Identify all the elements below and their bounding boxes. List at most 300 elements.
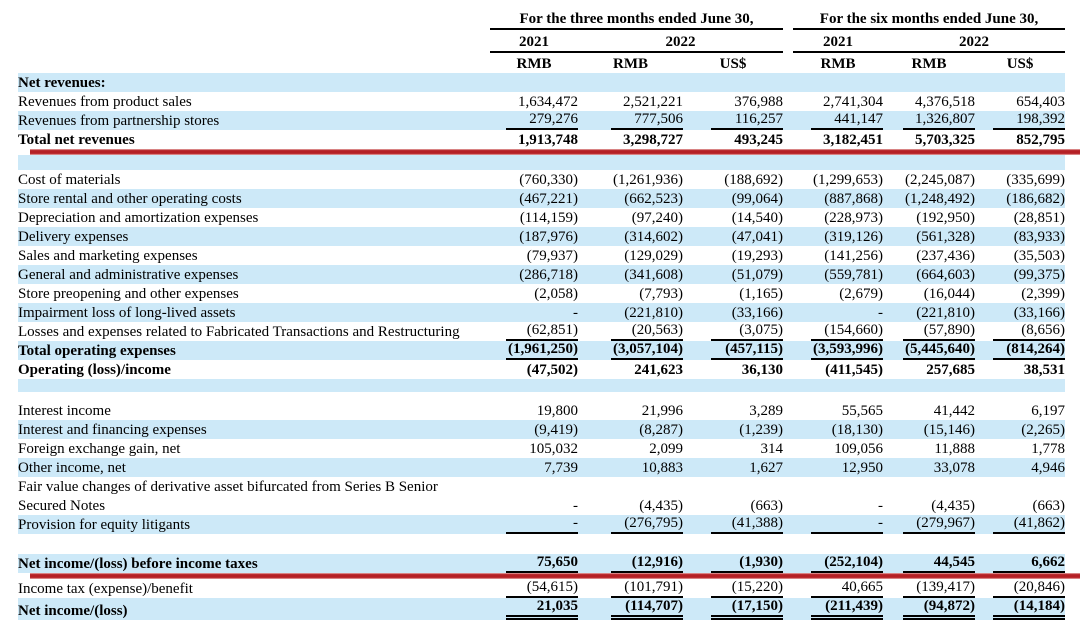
- value-text: 75,650: [506, 554, 578, 573]
- group-gap: [783, 208, 793, 227]
- period-group-label: For the six months ended June 30,: [793, 2, 1065, 29]
- cell-value: [793, 401, 883, 420]
- cell-value: [793, 439, 883, 458]
- cell-value: [490, 515, 578, 534]
- cell-value: [975, 420, 1065, 439]
- red-separator-row: [18, 149, 1065, 155]
- value-text: (2,058): [534, 286, 578, 302]
- value-text: (1,930): [711, 554, 783, 573]
- cell-value: [683, 401, 783, 420]
- currency-unit-label: RMB: [820, 56, 856, 72]
- cell-value: [975, 458, 1065, 477]
- cell-value: [683, 477, 783, 496]
- cell-value: [578, 554, 683, 573]
- value-text: 21,035: [506, 598, 578, 620]
- header-blank: [18, 52, 490, 73]
- value-text: 36,130: [741, 362, 784, 378]
- table-row: [18, 303, 1065, 322]
- value-text: (139,417): [903, 579, 975, 598]
- group-gap: [783, 401, 793, 420]
- row-label: Total operating expenses: [18, 341, 490, 360]
- cell-value: [490, 420, 578, 439]
- group-gap: [783, 284, 793, 303]
- row-label: Revenues from partnership stores: [18, 111, 490, 130]
- cell-value: [975, 189, 1065, 208]
- group-gap: [783, 227, 793, 246]
- value-text: (97,240): [631, 210, 683, 226]
- cell-value: [578, 515, 683, 534]
- group-gap: [783, 515, 793, 534]
- value-text: 2,099: [649, 441, 683, 457]
- cell-value: [793, 579, 883, 598]
- cell-value: [883, 322, 975, 341]
- cell-value: [683, 360, 783, 379]
- group-gap: [783, 73, 793, 92]
- value-text: 44,545: [903, 554, 975, 573]
- value-text: (341,608): [624, 267, 683, 283]
- value-text: 33,078: [933, 460, 976, 476]
- cell-value: [578, 246, 683, 265]
- cell-value: [883, 360, 975, 379]
- value-text: (4,435): [639, 498, 683, 514]
- currency-unit-label: US$: [1006, 56, 1034, 72]
- cell-value: [793, 303, 883, 322]
- group-gap: [783, 265, 793, 284]
- value-text: (279,967): [903, 515, 975, 534]
- spacer-cell: [18, 534, 1065, 554]
- group-gap: [783, 29, 793, 52]
- value-text: (2,265): [1021, 422, 1066, 438]
- value-text: (411,545): [825, 362, 884, 378]
- cell-value: [490, 458, 578, 477]
- cell-value: [793, 130, 883, 149]
- value-text: (887,868): [824, 191, 884, 207]
- table-row: [18, 477, 1065, 496]
- cell-value: [793, 227, 883, 246]
- cell-value: [578, 303, 683, 322]
- spacer-row: [18, 379, 1065, 392]
- cell-value: [883, 401, 975, 420]
- value-text: 41,442: [933, 403, 976, 419]
- cell-value: [975, 598, 1065, 620]
- value-text: 493,245: [734, 132, 784, 148]
- cell-value: [793, 515, 883, 534]
- value-text: 4,376,518: [915, 94, 976, 110]
- value-text: -: [573, 498, 578, 514]
- cell-value: [683, 496, 783, 515]
- value-text: (33,166): [1013, 305, 1066, 321]
- row-label: Net income/(loss): [18, 598, 490, 620]
- table-row: [18, 284, 1065, 303]
- value-text: (47,041): [731, 229, 784, 245]
- cell-value: [490, 189, 578, 208]
- table-row: [18, 341, 1065, 360]
- value-text: (41,862): [993, 515, 1065, 534]
- cell-value: [578, 265, 683, 284]
- group-gap: [783, 246, 793, 265]
- value-text: (47,502): [526, 362, 578, 378]
- value-text: -: [878, 498, 884, 514]
- cell-value: [883, 554, 975, 573]
- value-text: (154,660): [811, 322, 883, 341]
- value-text: -: [878, 305, 884, 321]
- value-text: (1,248,492): [905, 191, 976, 207]
- value-text: 2,521,221: [623, 94, 683, 110]
- value-text: (663): [750, 498, 784, 514]
- value-text: (129,029): [624, 248, 683, 264]
- value-text: -: [573, 305, 578, 321]
- cell-value: [883, 439, 975, 458]
- cell-value: [793, 208, 883, 227]
- cell-value: [883, 130, 975, 149]
- value-text: -: [811, 515, 883, 534]
- value-text: (221,810): [916, 305, 976, 321]
- table-row: [18, 246, 1065, 265]
- value-text: (79,937): [526, 248, 578, 264]
- cell-value: [683, 111, 783, 130]
- group-gap: [783, 598, 793, 620]
- row-label: General and administrative expenses: [18, 265, 490, 284]
- cell-value: [490, 170, 578, 189]
- cell-value: [578, 189, 683, 208]
- cell-value: [793, 341, 883, 360]
- row-label: Sales and marketing expenses: [18, 248, 198, 264]
- cell-value: [975, 439, 1065, 458]
- cell-value: [683, 227, 783, 246]
- group-gap: [783, 303, 793, 322]
- value-text: (1,165): [739, 286, 784, 302]
- currency-unit-label: US$: [719, 56, 747, 72]
- cell-value: [793, 420, 883, 439]
- row-label: Operating (loss)/income: [18, 362, 171, 378]
- cell-value: [578, 111, 683, 130]
- cell-value: [578, 458, 683, 477]
- value-text: (2,679): [839, 286, 884, 302]
- cell-value: [490, 265, 578, 284]
- group-gap: [783, 189, 793, 208]
- cell-value: [578, 420, 683, 439]
- cell-value: [883, 111, 975, 130]
- value-text: (188,692): [724, 172, 784, 188]
- row-label: Foreign exchange gain, net: [18, 441, 181, 457]
- currency-unit-label: RMB: [911, 56, 947, 72]
- value-text: (99,375): [1013, 267, 1066, 283]
- value-text: (33,166): [731, 305, 784, 321]
- cell-value: [578, 341, 683, 360]
- row-label: Net revenues:: [18, 73, 490, 92]
- cell-value: [975, 322, 1065, 341]
- spacer-row: [18, 392, 1065, 401]
- row-label: Other income, net: [18, 458, 490, 477]
- value-text: (9,419): [534, 422, 578, 438]
- cell-value: [578, 360, 683, 379]
- cell-value: [883, 284, 975, 303]
- cell-value: [793, 496, 883, 515]
- group-gap: [783, 111, 793, 130]
- row-label: Net income/(loss) before income taxes: [18, 554, 490, 573]
- spacer-cell: [18, 379, 1065, 392]
- cell-value: [793, 284, 883, 303]
- cell-value: [578, 496, 683, 515]
- value-text: 1,627: [749, 460, 784, 476]
- value-text: (187,976): [519, 229, 578, 245]
- cell-value: [975, 130, 1065, 149]
- row-label: Losses and expenses related to Fabricated Transactions and Restructuring: [18, 324, 460, 340]
- value-text: (28,851): [1013, 210, 1066, 226]
- value-text: (3,075): [711, 322, 783, 341]
- value-text: 55,565: [841, 403, 884, 419]
- cell-value: [975, 284, 1065, 303]
- cell-value: [490, 92, 578, 111]
- header-unit-row: [18, 52, 1065, 73]
- value-text: (99,064): [731, 191, 784, 207]
- value-text: (276,795): [611, 515, 683, 534]
- header-blank: [18, 29, 490, 52]
- cell-value: [975, 73, 1065, 92]
- spacer-cell: [18, 392, 1065, 401]
- cell-value: [793, 265, 883, 284]
- value-text: 376,988: [734, 94, 784, 110]
- cell-value: [490, 246, 578, 265]
- cell-value: [683, 579, 783, 598]
- row-label: Cost of materials: [18, 172, 121, 188]
- value-text: 3,298,727: [623, 132, 683, 148]
- cell-value: [490, 130, 578, 149]
- row-label: Store rental and other operating costs: [18, 189, 490, 208]
- row-label: Interest income: [18, 403, 111, 419]
- cell-value: [975, 265, 1065, 284]
- cell-value: [490, 401, 578, 420]
- value-text: 19,800: [536, 403, 578, 419]
- cell-value: [490, 579, 578, 598]
- table-row: [18, 189, 1065, 208]
- value-text: (15,220): [711, 579, 783, 598]
- year-label: 2022: [578, 29, 783, 52]
- cell-value: [490, 303, 578, 322]
- row-label: Income tax (expense)/benefit: [18, 581, 193, 597]
- cell-value: [578, 284, 683, 303]
- cell-value: [883, 73, 975, 92]
- value-text: (2,245,087): [905, 172, 976, 188]
- cell-value: [975, 111, 1065, 130]
- cell-value: [683, 170, 783, 189]
- table-row: [18, 579, 1065, 598]
- group-gap: [783, 554, 793, 573]
- cell-value: [490, 554, 578, 573]
- table-row: [18, 598, 1065, 620]
- value-text: (141,256): [824, 248, 884, 264]
- cell-value: [683, 515, 783, 534]
- group-gap: [783, 420, 793, 439]
- cell-value: [975, 341, 1065, 360]
- red-rule-line: [30, 573, 1080, 579]
- cell-value: [883, 420, 975, 439]
- cell-value: [975, 246, 1065, 265]
- value-text: (17,150): [711, 598, 783, 620]
- value-text: (457,115): [711, 341, 783, 360]
- cell-value: [683, 246, 783, 265]
- value-text: (3,057,104): [611, 341, 683, 360]
- value-text: (335,699): [1006, 172, 1066, 188]
- value-text: (319,126): [824, 229, 884, 245]
- value-text: (20,563): [611, 322, 683, 341]
- value-text: 2,741,304: [823, 94, 884, 110]
- financial-table: [18, 2, 1065, 620]
- cell-value: [883, 265, 975, 284]
- cell-value: [490, 227, 578, 246]
- value-text: (192,950): [916, 210, 976, 226]
- value-text: (662,523): [624, 191, 683, 207]
- value-text: 777,506: [611, 111, 683, 130]
- value-text: (1,239): [739, 422, 784, 438]
- header-year-row: [18, 29, 1065, 52]
- cell-value: [578, 401, 683, 420]
- value-text: (664,603): [916, 267, 976, 283]
- cell-value: [578, 322, 683, 341]
- value-text: (57,890): [903, 322, 975, 341]
- cell-value: [578, 130, 683, 149]
- group-gap: [783, 130, 793, 149]
- cell-value: [578, 73, 683, 92]
- cell-value: [975, 401, 1065, 420]
- group-gap: [783, 52, 793, 73]
- cell-value: [975, 360, 1065, 379]
- value-text: (186,682): [1006, 191, 1066, 207]
- row-label: Fair value changes of derivative asset bifurcated from Series B Senior: [18, 479, 438, 495]
- cell-value: [490, 360, 578, 379]
- value-text: 241,623: [634, 362, 683, 378]
- cell-value: [683, 284, 783, 303]
- table-row: [18, 208, 1065, 227]
- table-row: [18, 458, 1065, 477]
- value-text: (561,328): [916, 229, 976, 245]
- header-blank: [18, 2, 490, 29]
- value-text: (41,388): [711, 515, 783, 534]
- table-row: [18, 170, 1065, 189]
- cell-value: [490, 598, 578, 620]
- cell-value: [683, 303, 783, 322]
- group-gap: [783, 477, 793, 496]
- table-body: [18, 73, 1065, 620]
- value-text: (760,330): [519, 172, 578, 188]
- cell-value: [975, 303, 1065, 322]
- cell-value: [883, 246, 975, 265]
- value-text: 5,703,325: [915, 132, 976, 148]
- table-row: [18, 439, 1065, 458]
- cell-value: [490, 341, 578, 360]
- cell-value: [683, 208, 783, 227]
- value-text: (19,293): [731, 248, 784, 264]
- value-text: 10,883: [641, 460, 683, 476]
- value-text: (1,261,936): [613, 172, 683, 188]
- row-label: Revenues from product sales: [18, 94, 192, 110]
- spacer-row: [18, 534, 1065, 554]
- value-text: 7,739: [544, 460, 578, 476]
- cell-value: [578, 227, 683, 246]
- value-text: 40,665: [811, 579, 883, 598]
- cell-value: [683, 130, 783, 149]
- row-label: Delivery expenses: [18, 227, 490, 246]
- cell-value: [683, 341, 783, 360]
- red-separator-cell: [18, 149, 1065, 155]
- value-text: (1,299,653): [813, 172, 884, 188]
- row-label: Interest and financing expenses: [18, 420, 490, 439]
- value-text: 852,795: [1016, 132, 1066, 148]
- cell-value: [683, 92, 783, 111]
- cell-value: [793, 322, 883, 341]
- value-text: 11,888: [934, 441, 976, 457]
- value-text: (16,044): [923, 286, 976, 302]
- red-rule-line: [30, 149, 1080, 155]
- group-gap: [783, 458, 793, 477]
- table-row: [18, 360, 1065, 379]
- cell-value: [793, 246, 883, 265]
- cell-value: [793, 73, 883, 92]
- cell-value: [883, 303, 975, 322]
- cell-value: [578, 579, 683, 598]
- value-text: (114,707): [611, 598, 683, 620]
- cell-value: [578, 598, 683, 620]
- table-row: [18, 420, 1065, 439]
- cell-value: [683, 322, 783, 341]
- currency-unit-label: RMB: [516, 56, 552, 72]
- cell-value: [490, 496, 578, 515]
- cell-value: [683, 458, 783, 477]
- cell-value: [975, 579, 1065, 598]
- value-text: -: [506, 515, 578, 534]
- value-text: 1,326,807: [903, 111, 975, 130]
- table-row: [18, 496, 1065, 515]
- cell-value: [975, 208, 1065, 227]
- cell-value: [578, 170, 683, 189]
- value-text: (3,593,996): [811, 341, 883, 360]
- value-text: 116,257: [711, 111, 783, 130]
- cell-value: [793, 360, 883, 379]
- cell-value: [683, 189, 783, 208]
- table-row: [18, 322, 1065, 341]
- cell-value: [793, 554, 883, 573]
- row-label: Impairment loss of long-lived assets: [18, 303, 490, 322]
- value-text: 198,392: [993, 111, 1065, 130]
- value-text: (1,961,250): [506, 341, 578, 360]
- row-label: Provision for equity litigants: [18, 515, 490, 534]
- value-text: 1,913,748: [518, 132, 578, 148]
- value-text: (467,221): [519, 191, 578, 207]
- cell-value: [490, 439, 578, 458]
- group-gap: [783, 2, 793, 29]
- year-label: 2021: [793, 29, 883, 52]
- year-label: 2021: [490, 29, 578, 52]
- cell-value: [883, 341, 975, 360]
- cell-value: [683, 420, 783, 439]
- value-text: (8,656): [993, 322, 1065, 341]
- year-label: 2022: [883, 29, 1065, 52]
- group-gap: [783, 341, 793, 360]
- table-row: [18, 227, 1065, 246]
- cell-value: [490, 284, 578, 303]
- value-text: (252,104): [811, 554, 883, 573]
- cell-value: [683, 554, 783, 573]
- header-group-row: [18, 2, 1065, 29]
- spacer-cell: [18, 155, 1065, 170]
- value-text: 1,634,472: [518, 94, 578, 110]
- cell-value: [883, 227, 975, 246]
- value-text: 38,531: [1023, 362, 1066, 378]
- value-text: 1,778: [1031, 441, 1066, 457]
- value-text: 654,403: [1016, 94, 1066, 110]
- cell-value: [793, 92, 883, 111]
- value-text: (18,130): [831, 422, 884, 438]
